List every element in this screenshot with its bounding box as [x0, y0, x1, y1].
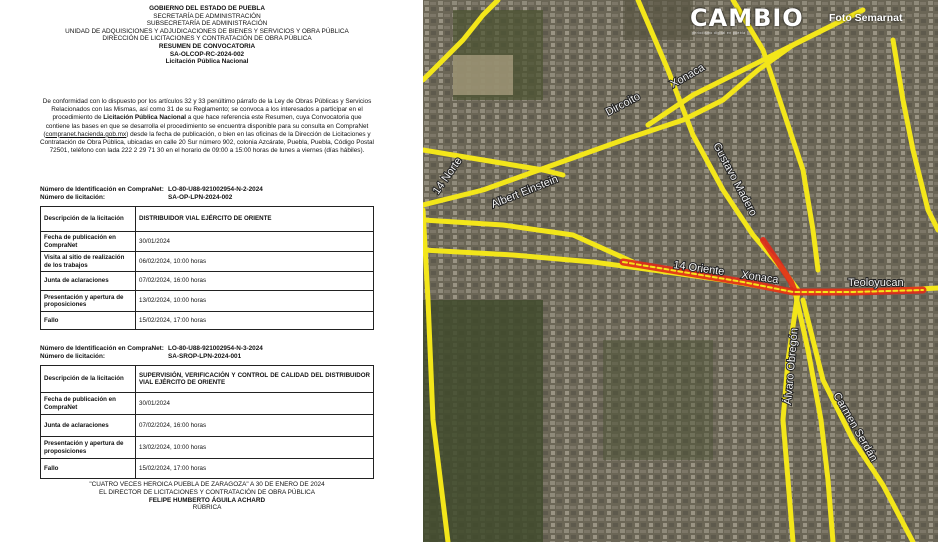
header-line-3: SUBSECRETARÍA DE ADMINISTRACIÓN: [146, 20, 268, 28]
row-value: 13/02/2024, 10:00 horas: [136, 437, 374, 459]
row-label: Presentación y apertura de proposiciones: [41, 291, 136, 312]
tender-1-id-value: LO-80-U88-921002954-N-2-2024: [168, 186, 263, 193]
satellite-map: [423, 0, 938, 542]
intro-text-2: a que hace referencia este Resumen, cuya Convocatoria que contiene las bases en que se desarrolla el procedimiento se encuentra disponible para su consulta en CompraNet (: [43, 114, 369, 138]
table-row: [41, 393, 374, 415]
green-area: [423, 300, 543, 542]
row-label: Fecha de publicación en CompraNet: [41, 393, 136, 415]
field: [453, 55, 513, 95]
document-footer: [40, 481, 374, 512]
intro-text-1: De conformidad con lo dispuesto por los artículos 32 y 33 penúltimo párrafo de la Ley de Obras Públicas y Servicios Relacionados con las Mismas, así como 31 de su Reglamento; se convoca a los interesados a participar en el procedimiento de: [42, 98, 372, 122]
table-row: [41, 366, 374, 393]
row-label: Descripción de la licitación: [41, 366, 136, 393]
tender-2-table: [40, 365, 374, 479]
label-teoloyucan: Teoloyucan: [848, 277, 904, 289]
footer-place-date: "CUATRO VECES HEROICA PUEBLA DE ZARAGOZA" A 30 DE ENERO DE 2024: [89, 481, 325, 488]
tender-2-id-label: Número de Identificación en CompraNet:: [40, 345, 164, 352]
brand-tagline: periodismo digital en puebla: [692, 31, 746, 35]
tender-2-id-value: LO-80-U88-921002954-N-3-2024: [168, 345, 263, 352]
label-14-oriente: 14 Oriente: [672, 259, 726, 279]
label-alvaro: Álvaro Obregón: [782, 327, 801, 406]
label-carmen-serdan: Carmen Serdán: [830, 390, 880, 464]
compranet-link[interactable]: compranet.hacienda.gob.mx: [45, 130, 127, 138]
row-value: 15/02/2024, 17:00 horas: [136, 459, 374, 479]
footer-signature: RÚBRICA: [192, 504, 222, 512]
row-label: Presentación y apertura de proposiciones: [41, 437, 136, 459]
convocatoria-document: [0, 0, 418, 542]
table-row: [41, 437, 374, 459]
row-value: 07/02/2024, 16:00 horas: [136, 272, 374, 291]
row-label: Fallo: [41, 459, 136, 479]
header-line-1: GOBIERNO DEL ESTADO DE PUEBLA: [149, 5, 265, 12]
label-xonaca-top: Xonaca: [668, 61, 707, 91]
row-value: 06/02/2024, 10:00 horas: [136, 252, 374, 272]
label-xonaca-mid: Xonaca: [740, 269, 780, 287]
table-row: [41, 232, 374, 252]
header-line-5: DIRECCIÓN DE LICITACIONES Y CONTRATACIÓN DE OBRA PÚBLICA: [102, 35, 312, 43]
tender-1-id-label: Número de Identificación en CompraNet:: [40, 186, 164, 193]
header-line-2: SECRETARÍA DE ADMINISTRACIÓN: [153, 12, 261, 20]
row-label: Junta de aclaraciones: [41, 272, 136, 291]
row-value: SUPERVISIÓN, VERIFICACIÓN Y CONTROL DE CALIDAD DEL DISTRIBUIDOR VIAL EJÉRCITO DE ORIENTE: [136, 366, 374, 393]
label-gustavo-madero: Gustavo Madero: [710, 140, 760, 219]
row-value: 15/02/2024, 17:00 horas: [136, 312, 374, 330]
table-row: [41, 272, 374, 291]
field: [623, 0, 693, 40]
brand-name: CAMBIO: [690, 4, 804, 32]
footer-role: EL DIRECTOR DE LICITACIONES Y CONTRATACIÓN DE OBRA PÚBLICA: [98, 488, 316, 496]
table-row: [41, 252, 374, 272]
table-row: [41, 415, 374, 437]
row-value: DISTRIBUIDOR VIAL EJÉRCITO DE ORIENTE: [136, 207, 374, 232]
label-dircoito: Dircoito: [603, 90, 643, 119]
row-value: 30/01/2024: [136, 393, 374, 415]
table-row: [41, 291, 374, 312]
intro-text-3: ) desde la fecha de publicación, o bien en las oficinas de la Dirección de Licitaciones y Contratación de Obra Pública, ubicadas en calle 20 Sur número 902, colonia Azcárate, Puebla, Puebla, Código Postal 72501, teléfono con lada 222 2 29 71 30 en el horario de 09:00 a 15:00 horas de lunes a viernes (días hábiles).: [40, 130, 374, 155]
summary-code: SA-OLCOP-RC-2024-002: [169, 50, 245, 58]
tender-2-num-value: SA-SROP-LPN-2024-001: [168, 352, 242, 360]
row-value: 13/02/2024, 10:00 horas: [136, 291, 374, 312]
table-row: [41, 207, 374, 232]
tender-2-ids: [40, 345, 374, 361]
intro-paragraph: [40, 98, 374, 155]
intro-bold: Licitación Pública Nacional: [103, 114, 187, 122]
tender-1-table: [40, 206, 374, 330]
tender-1-ids: [40, 186, 374, 202]
row-value: 30/01/2024: [136, 232, 374, 252]
tender-type: Licitación Pública Nacional: [165, 58, 249, 66]
header-line-4: UNIDAD DE ADQUISICIONES Y ADJUDICACIONES DE BIENES Y SERVICIOS Y OBRA PÚBLICA: [65, 27, 349, 35]
row-label: Fallo: [41, 312, 136, 330]
row-label: Fecha de publicación en CompraNet: [41, 232, 136, 252]
row-label: Descripción de la licitación: [41, 207, 136, 232]
tender-1-num-label: Número de licitación:: [40, 193, 105, 201]
label-albert-einstein: Albert Einstein: [489, 173, 560, 211]
table-row: [41, 459, 374, 479]
tender-1-num-value: SA-OP-LPN-2024-002: [168, 193, 233, 201]
tender-2-num-label: Número de licitación:: [40, 352, 105, 360]
document-header: [40, 5, 374, 66]
photo-credit: Foto Semarnat: [829, 12, 903, 24]
row-value: 07/02/2024, 16:00 horas: [136, 415, 374, 437]
row-label: Visita al sitio de realización de los trabajos: [41, 252, 136, 272]
table-row: [41, 312, 374, 330]
row-label: Junta de aclaraciones: [41, 415, 136, 437]
label-14-norte: 14 Norte: [430, 155, 465, 197]
cambio-logo: [690, 4, 814, 38]
footer-signer: FELIPE HUMBERTO ÁGUILA ACHARD: [148, 496, 266, 504]
green-area: [603, 340, 713, 460]
summary-title: RESUMEN DE CONVOCATORIA: [158, 42, 256, 50]
